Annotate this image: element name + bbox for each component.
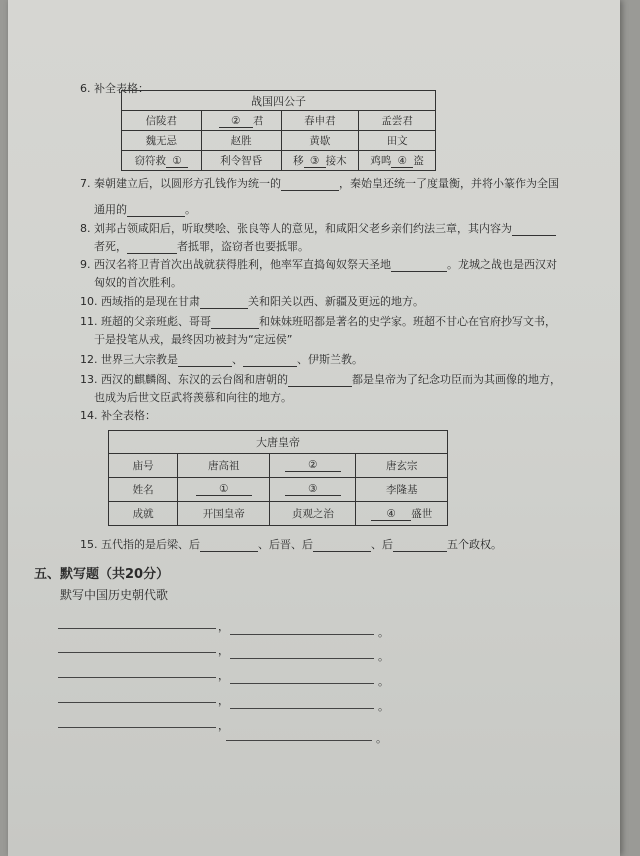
q11-text-line2: 于是投笔从戎，最终因功被封为“定远侯” bbox=[94, 333, 293, 346]
writing-line[interactable] bbox=[230, 708, 374, 709]
q13-text: 13. 西汉的麒麟阁、东汉的云台阁和唐朝的 都是皇帝为了纪念功臣而为其画像的地方， bbox=[80, 373, 561, 386]
q13-blank[interactable] bbox=[288, 386, 352, 387]
q9-text: 9. 西汉名将卫青首次出战就获得胜利，他率军直捣匈奴祭天圣地 。龙城之战也是西汉对 bbox=[80, 258, 557, 271]
period: 。 bbox=[378, 650, 389, 663]
q15-blank-3[interactable] bbox=[393, 551, 447, 552]
q6-table bbox=[121, 90, 436, 171]
q8-blank-1[interactable] bbox=[512, 235, 556, 236]
q14-cell: 唐玄宗 bbox=[356, 454, 448, 478]
q14-table bbox=[108, 430, 448, 526]
q6-cell: 孟尝君 bbox=[359, 111, 436, 131]
q14-blank-3[interactable]: ③ bbox=[270, 478, 356, 502]
comma: ， bbox=[218, 669, 229, 682]
q12-blank-1[interactable] bbox=[178, 366, 232, 367]
period: 。 bbox=[376, 732, 387, 745]
q14-row-head: 成就 bbox=[109, 502, 178, 526]
writing-line[interactable] bbox=[58, 727, 216, 728]
q6-table-title: 战国四公子 bbox=[122, 91, 436, 111]
q14-table-title: 大唐皇帝 bbox=[109, 431, 448, 454]
worksheet-page bbox=[8, 0, 620, 856]
q8-text: 8. 刘邦占领咸阳后，听取樊哙、张良等人的意见，和咸阳父老乡亲们约法三章，其内容为 bbox=[80, 222, 556, 236]
writing-line[interactable] bbox=[230, 658, 374, 659]
comma: ， bbox=[218, 644, 229, 657]
q6-cell: 黄歇 bbox=[281, 131, 359, 151]
section-5-instruction: 默写中国历史朝代歌 bbox=[60, 588, 169, 602]
writing-line[interactable] bbox=[230, 683, 374, 684]
q10-blank[interactable] bbox=[200, 308, 248, 309]
q14-row-head: 姓名 bbox=[109, 478, 178, 502]
q15-blank-2[interactable] bbox=[313, 551, 371, 552]
q6-blank-2[interactable]: ② 君 bbox=[201, 111, 281, 131]
q11-blank[interactable] bbox=[211, 328, 259, 329]
q14-cell: 唐高祖 bbox=[178, 454, 270, 478]
q14-blank-4[interactable]: ④ 盛世 bbox=[356, 502, 448, 526]
q9-blank[interactable] bbox=[391, 271, 447, 272]
q14-cell: 李隆基 bbox=[356, 478, 448, 502]
q7-blank-1[interactable] bbox=[281, 190, 339, 191]
q14-blank-1[interactable]: ① bbox=[178, 478, 270, 502]
writing-line[interactable] bbox=[58, 702, 216, 703]
writing-line[interactable] bbox=[226, 740, 372, 741]
q7-blank-2[interactable] bbox=[127, 216, 185, 217]
q6-label: 6. 补全表格： bbox=[80, 82, 149, 95]
section-5-title: 五、默写题（共20分） bbox=[34, 567, 170, 582]
q12-text: 12. 世界三大宗教是 、 、伊斯兰教。 bbox=[80, 353, 363, 366]
q15-text: 15. 五代指的是后梁、后 、后晋、后 、后 五个政权。 bbox=[80, 538, 502, 551]
q6-cell: 春申君 bbox=[281, 111, 359, 131]
q6-blank-3[interactable]: 移 ③ 接木 bbox=[281, 151, 359, 171]
q12-blank-2[interactable] bbox=[243, 366, 297, 367]
q7-text: 7. 秦朝建立后，以圆形方孔钱作为统一的 ，秦始皇还统一了度量衡，并将小篆作为全国 bbox=[80, 177, 559, 190]
period: 。 bbox=[378, 675, 389, 688]
q6-cell: 信陵君 bbox=[122, 111, 202, 131]
q10-text: 10. 西域指的是现在甘肃 关和阳关以西、新疆及更远的地方。 bbox=[80, 295, 424, 308]
q15-blank-1[interactable] bbox=[200, 551, 258, 552]
q6-cell: 田文 bbox=[359, 131, 436, 151]
comma: ， bbox=[218, 694, 229, 707]
q13-text-line2: 也成为后世文臣武将羡慕和向往的地方。 bbox=[94, 391, 292, 404]
q14-cell: 贞观之治 bbox=[270, 502, 356, 526]
period: 。 bbox=[378, 626, 389, 639]
q11-text: 11. 班超的父亲班彪、哥哥 和妹妹班昭都是著名的史学家。班超不甘心在官府抄写文书， bbox=[80, 315, 556, 328]
q6-cell: 赵胜 bbox=[201, 131, 281, 151]
comma: ， bbox=[218, 719, 229, 732]
q14-blank-2[interactable]: ② bbox=[270, 454, 356, 478]
writing-line[interactable] bbox=[58, 677, 216, 678]
writing-line[interactable] bbox=[230, 634, 374, 635]
q6-cell: 魏无忌 bbox=[122, 131, 202, 151]
q14-row-head: 庙号 bbox=[109, 454, 178, 478]
comma: ， bbox=[218, 620, 229, 633]
q8-blank-2[interactable] bbox=[127, 253, 177, 254]
writing-line[interactable] bbox=[58, 652, 216, 653]
q9-text-line2: 匈奴的首次胜利。 bbox=[94, 276, 182, 289]
q6-blank-1[interactable]: 窃符救 ① bbox=[122, 151, 202, 171]
writing-line[interactable] bbox=[58, 628, 216, 629]
period: 。 bbox=[378, 700, 389, 713]
q6-blank-4[interactable]: 鸡鸣 ④ 盗 bbox=[359, 151, 436, 171]
q7-text-line2: 通用的 。 bbox=[94, 203, 196, 216]
q14-cell: 开国皇帝 bbox=[178, 502, 270, 526]
q8-text-line2: 者死， 者抵罪，盗窃者也要抵罪。 bbox=[94, 240, 309, 253]
q14-label: 14. 补全表格： bbox=[80, 409, 156, 422]
q6-cell: 利令智昏 bbox=[201, 151, 281, 171]
